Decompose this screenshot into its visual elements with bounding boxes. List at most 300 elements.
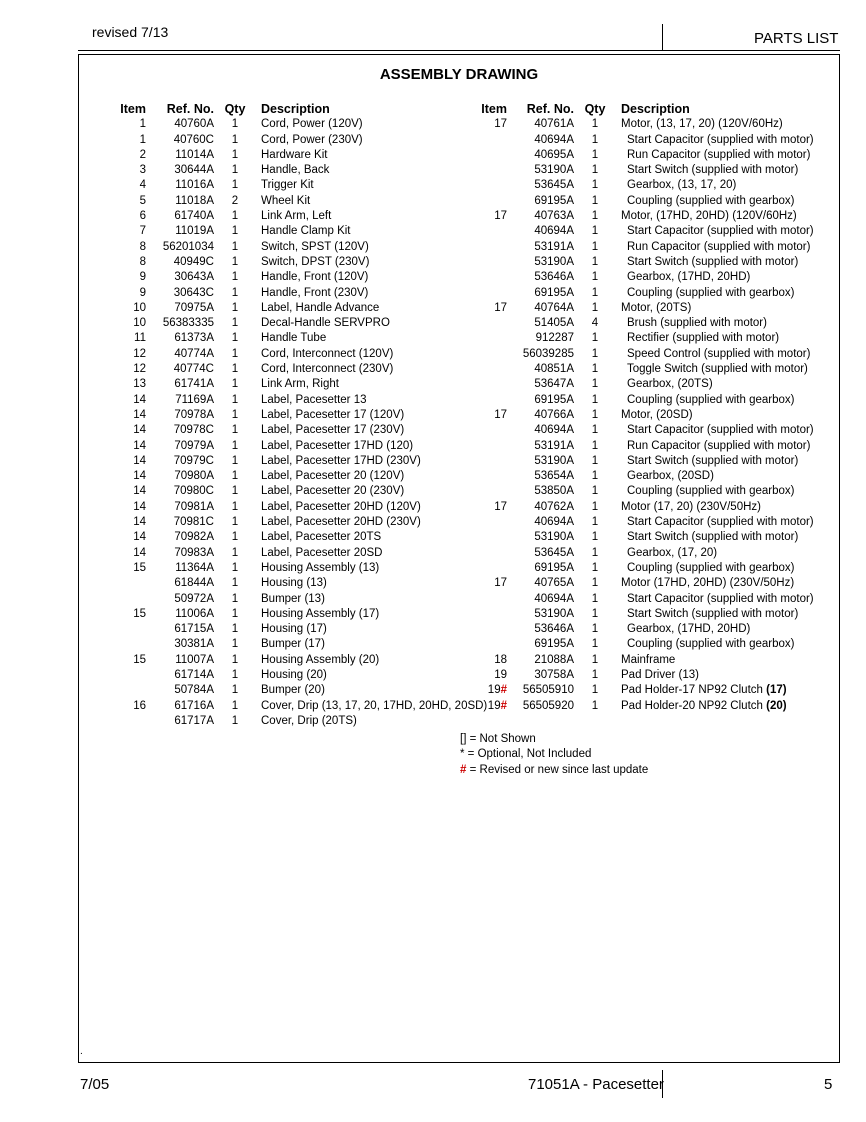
table-row [472,331,866,346]
ref-number: 70978C [173,424,214,437]
header-ref: Ref. No. [166,102,214,116]
table-row [472,515,866,530]
table-row [472,377,866,392]
description: Hardware Kit [261,148,328,161]
item-number: 9 [139,286,146,299]
quantity: 1 [591,164,599,177]
description: Start Capacitor (supplied with motor) [627,516,814,529]
table-row [110,209,530,224]
section-title: PARTS LIST [754,30,839,47]
item-number: 17 [494,500,507,513]
ref-number: 50784A [174,684,214,697]
description: Start Switch (supplied with motor) [627,164,799,177]
quantity: 1 [231,577,239,590]
ref-number: 53190A [534,164,574,177]
description-model: (17) [766,684,787,697]
table-row [110,255,530,270]
table-row [110,377,530,392]
quantity: 1 [591,179,599,192]
ref-number: 56039285 [522,347,574,360]
revised-mark: # [500,684,507,697]
description: Cord, Power (120V) [261,118,363,131]
description: Cord, Power (230V) [261,133,363,146]
description: Mainframe [621,653,676,666]
header-ref: Ref. No. [526,102,574,116]
item-number: 14 [133,424,146,437]
header-rule [78,50,840,51]
ref-number: 11006A [175,607,214,620]
ref-number: 69195A [534,393,574,406]
table-row [472,133,866,148]
description: Handle Tube [261,332,327,345]
description: Pad Driver (13) [621,668,699,681]
ref-number: 69195A [534,561,574,574]
table-row [110,117,530,132]
quantity: 1 [231,485,239,498]
table-row [472,561,866,576]
description: Housing (20) [261,668,327,681]
quantity: 1 [591,699,599,712]
quantity: 1 [591,255,599,268]
ref-number: 53190A [534,531,574,544]
quantity: 2 [231,194,239,207]
header-desc: Description [261,102,330,116]
table-row [472,178,866,193]
item-number: 17 [494,118,507,131]
ref-number: 40694A [534,225,574,238]
table-row [110,576,530,591]
item-number: 4 [139,179,146,192]
ref-number: 40694A [534,592,574,605]
ref-number: 69195A [534,194,574,207]
table-row [472,500,866,515]
ref-number: 11007A [175,653,214,666]
table-row [472,362,866,377]
quantity: 1 [231,561,239,574]
table-row [110,316,530,331]
table-row [472,454,866,469]
ref-number: 40760A [174,118,214,131]
quantity: 1 [231,148,239,161]
ref-number: 30643A [174,271,214,284]
table-row [472,316,866,331]
description: Trigger Kit [261,179,314,192]
description: Gearbox, (17HD, 20HD) [627,623,751,636]
quantity: 1 [591,363,599,376]
legend-revised-text: = Revised or new since last update [466,763,649,776]
item-number: 14 [133,485,146,498]
ref-number: 70975A [174,301,214,314]
description: Run Capacitor (supplied with motor) [627,148,811,161]
item-number: 14 [133,454,146,467]
quantity: 4 [591,317,599,330]
table-row [110,362,530,377]
description: Switch, DPST (230V) [261,255,370,268]
table-row [110,546,530,561]
description: Run Capacitor (supplied with motor) [627,240,811,253]
quantity: 1 [591,194,599,207]
description: Wheel Kit [261,194,311,207]
table-row [110,515,530,530]
table-row [472,286,866,301]
table-row [472,117,866,132]
quantity: 1 [231,607,239,620]
ref-number: 61741A [174,378,214,391]
description: Toggle Switch (supplied with motor) [627,363,808,376]
description: Coupling (supplied with gearbox) [627,561,795,574]
ref-number: 11016A [175,179,214,192]
quantity: 1 [591,454,599,467]
quantity: 1 [231,393,239,406]
description: Motor, (20TS) [621,301,692,314]
quantity: 1 [591,408,599,421]
ref-number: 53850A [534,485,574,498]
description: Coupling (supplied with gearbox) [627,393,795,406]
table-row [472,439,866,454]
item-number: 2 [139,148,146,161]
item-number: 5 [139,194,146,207]
description: Start Switch (supplied with motor) [627,607,799,620]
item-number: 17 [494,301,507,314]
item-number: 14 [133,470,146,483]
description: Handle, Front (230V) [261,286,369,299]
description: Housing Assembly (13) [261,561,380,574]
table-row [110,592,530,607]
quantity: 1 [231,179,239,192]
table-row [110,331,530,346]
quantity: 1 [591,240,599,253]
description: Label, Pacesetter 20 (120V) [261,470,405,483]
ref-number: 70980A [174,470,214,483]
description: Brush (supplied with motor) [627,317,767,330]
description-text: Pad Holder-17 NP92 Clutch [621,684,767,697]
table-row [110,683,530,698]
ref-number: 912287 [535,332,574,345]
header-desc: Description [621,102,690,116]
table-row [472,622,866,637]
ref-number: 53654A [534,470,574,483]
ref-number: 53645A [534,546,574,559]
ref-number: 61715A [174,623,214,636]
quantity: 1 [591,592,599,605]
page-number: 5 [824,1076,833,1093]
description: Rectifier (supplied with motor) [627,332,780,345]
item-number [472,683,507,698]
description: Bumper (13) [261,592,325,605]
quantity: 1 [231,332,239,345]
table-row [472,393,866,408]
revised-mark: # [500,699,507,712]
quantity: 1 [231,286,239,299]
quantity: 1 [591,485,599,498]
description: Cover, Drip (20TS) [261,714,357,727]
item-number: 6 [139,210,146,223]
description: Label, Pacesetter 20SD [261,546,383,559]
ref-number: 70979C [173,454,214,467]
quantity: 1 [591,500,599,513]
description: Bumper (20) [261,684,325,697]
ref-number: 40762A [534,500,574,513]
table-header [472,102,866,117]
quantity: 1 [591,301,599,314]
description: Gearbox, (17, 20) [627,546,718,559]
description: Start Switch (supplied with motor) [627,531,799,544]
quantity: 1 [591,561,599,574]
description: Label, Pacesetter 17 (230V) [261,424,405,437]
ref-number: 53191A [534,439,574,452]
item-number: 19 [494,668,507,681]
ref-number: 40760C [173,133,214,146]
description: Decal-Handle SERVPRO [261,317,390,330]
ref-number: 40774A [174,347,214,360]
description-model: (20) [766,699,787,712]
item-number: 1 [139,133,146,146]
table-row [110,500,530,515]
table-row [110,347,530,362]
table-row [110,408,530,423]
item-number: 1 [139,118,146,131]
table-row [472,255,866,270]
table-row [472,653,866,668]
item-number: 12 [133,363,146,376]
quantity: 1 [231,546,239,559]
footer-divider [662,1070,663,1098]
description [621,699,787,714]
description: Start Capacitor (supplied with motor) [627,133,814,146]
quantity: 1 [231,240,239,253]
ref-number: 40949C [173,255,214,268]
quantity: 1 [591,668,599,681]
header-qty: Qty [584,102,606,116]
table-row [110,224,530,239]
table-row [110,637,530,652]
description: Switch, SPST (120V) [261,240,369,253]
description: Cord, Interconnect (120V) [261,347,394,360]
description: Label, Pacesetter 20HD (120V) [261,500,421,513]
description: Coupling (supplied with gearbox) [627,638,795,651]
table-row [472,270,866,285]
description: Cover, Drip (13, 17, 20, 17HD, 20HD, 20SD) [261,699,488,712]
quantity: 1 [591,148,599,161]
quantity: 1 [231,363,239,376]
table-row [472,530,866,545]
table-row [472,637,866,652]
ref-number: 69195A [534,638,574,651]
ref-number: 53190A [534,607,574,620]
description [621,683,787,698]
quantity: 1 [591,623,599,636]
description: Housing (13) [261,577,327,590]
quantity: 1 [231,699,239,712]
item-number: 3 [139,164,146,177]
legend-optional: * = Optional, Not Included [460,748,592,761]
parts-table-right [472,102,866,714]
ref-number: 40763A [534,210,574,223]
description: Speed Control (supplied with motor) [627,347,811,360]
ref-number: 53190A [534,454,574,467]
description: Coupling (supplied with gearbox) [627,485,795,498]
ref-number: 11018A [175,194,214,207]
quantity: 1 [231,439,239,452]
quantity: 1 [231,592,239,605]
ref-number: 40694A [534,424,574,437]
description: Run Capacitor (supplied with motor) [627,439,811,452]
item-number: 17 [494,408,507,421]
description: Start Switch (supplied with motor) [627,454,799,467]
table-row [472,668,866,683]
item-number-value: 19 [487,699,501,712]
item-number: 17 [494,577,507,590]
quantity: 1 [231,668,239,681]
description: Motor (17HD, 20HD) (230V/50Hz) [621,577,795,590]
ref-number: 71169A [175,393,214,406]
ref-number: 11364A [175,561,214,574]
description: Gearbox, (20TS) [627,378,713,391]
table-row [110,714,530,729]
table-row [110,148,530,163]
ref-number: 70981C [173,516,214,529]
description: Coupling (supplied with gearbox) [627,286,795,299]
table-row [472,576,866,591]
item-number: 13 [133,378,146,391]
ref-number: 56505920 [522,699,574,712]
table-row [110,133,530,148]
table-row [110,301,530,316]
ref-number: 53190A [534,255,574,268]
ref-number: 61714A [174,668,214,681]
item-number: 8 [139,240,146,253]
revised-mark: # [460,763,467,776]
quantity: 1 [591,271,599,284]
quantity: 1 [231,133,239,146]
quantity: 1 [591,286,599,299]
quantity: 1 [231,424,239,437]
description: Label, Pacesetter 13 [261,393,367,406]
ref-number: 30758A [534,668,574,681]
ref-number: 70978A [174,408,214,421]
quantity: 1 [591,516,599,529]
ref-number: 53645A [534,179,574,192]
ref-number: 40695A [534,148,574,161]
ref-number: 40765A [534,577,574,590]
description: Label, Pacesetter 17HD (230V) [261,454,421,467]
table-row [110,240,530,255]
description: Label, Pacesetter 17 (120V) [261,408,405,421]
ref-number: 61373A [174,332,214,345]
ref-number: 40851A [534,363,574,376]
table-row [110,484,530,499]
ref-number: 40694A [534,133,574,146]
quantity: 1 [231,653,239,666]
description: Gearbox, (20SD) [627,470,714,483]
quantity: 1 [231,714,239,727]
table-row [472,683,866,698]
ref-number: 11014A [175,148,214,161]
item-number: 14 [133,393,146,406]
quantity: 1 [591,607,599,620]
quantity: 1 [591,577,599,590]
ref-number: 50972A [174,592,214,605]
quantity: 1 [231,623,239,636]
quantity: 1 [231,454,239,467]
ref-number: 61844A [174,577,214,590]
description: Start Capacitor (supplied with motor) [627,225,814,238]
table-row [472,209,866,224]
quantity: 1 [591,378,599,391]
footer-doc-title: 71051A - Pacesetter [528,1076,664,1093]
table-row [472,592,866,607]
parts-table-left [110,102,530,729]
table-row [472,240,866,255]
ref-number: 30381A [174,638,214,651]
table-row [472,408,866,423]
table-row [472,469,866,484]
table-row [472,301,866,316]
ref-number: 53646A [534,623,574,636]
revision-label: revised 7/13 [92,24,169,40]
item-number: 14 [133,516,146,529]
description: Housing Assembly (20) [261,653,380,666]
quantity: 1 [591,118,599,131]
table-row [110,270,530,285]
description: Motor, (20SD) [621,408,693,421]
item-number: 10 [133,301,146,314]
quantity: 1 [591,653,599,666]
ref-number: 21088A [534,653,574,666]
item-number: 15 [133,653,146,666]
description: Label, Pacesetter 20HD (230V) [261,516,421,529]
item-number: 9 [139,271,146,284]
item-number: 12 [133,347,146,360]
table-row [472,699,866,714]
quantity: 1 [231,118,239,131]
table-row [472,484,866,499]
table-row [472,347,866,362]
ref-number: 56201034 [162,240,214,253]
table-row [110,469,530,484]
table-row [472,423,866,438]
table-row [110,699,530,714]
quantity: 1 [591,546,599,559]
description: Start Capacitor (supplied with motor) [627,592,814,605]
item-number: 16 [133,699,146,712]
ref-number: 53646A [534,271,574,284]
description: Cord, Interconnect (230V) [261,363,394,376]
item-number: 14 [133,500,146,513]
quantity: 1 [231,301,239,314]
quantity: 1 [231,516,239,529]
page-title: ASSEMBLY DRAWING [379,66,539,83]
ref-number: 30643C [173,286,214,299]
quantity: 1 [591,638,599,651]
table-row [110,286,530,301]
item-number: 14 [133,408,146,421]
item-number: 15 [133,607,146,620]
item-number: 17 [494,210,507,223]
item-number: 11 [134,332,146,345]
quantity: 1 [591,332,599,345]
item-number: 14 [133,531,146,544]
footer-dot: . [80,1046,83,1057]
description: Gearbox, (13, 17, 20) [627,179,737,192]
quantity: 1 [591,210,599,223]
description: Housing (17) [261,623,327,636]
table-row [472,224,866,239]
header-qty: Qty [224,102,246,116]
quantity: 1 [591,424,599,437]
table-row [110,530,530,545]
table-row [110,622,530,637]
